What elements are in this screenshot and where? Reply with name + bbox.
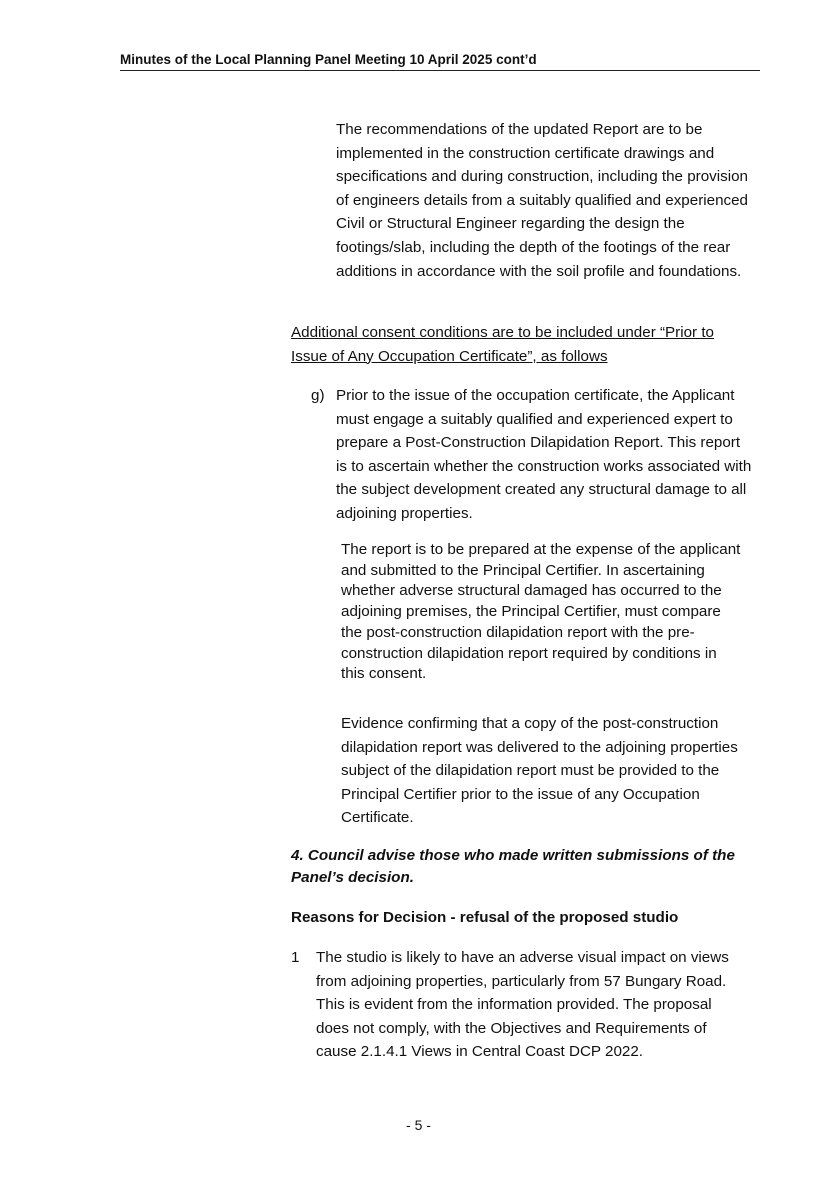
additional-conditions-heading: Additional consent conditions are to be included under “Prior to Issue of Any Occupation Certificate”, as follows (291, 324, 714, 365)
reason-1-text: The studio is likely to have an adverse visual impact on views from adjoining properties, particularly from 57 Bungary Road. This is evident from the information provided. The proposal does not comply, with the Objectives and Requirements of cause 2.1.4.1 Views in Central Coast DCP 2022. (316, 949, 729, 1061)
council-advise-item: 4. Council advise those who made written submissions of the Panel’s decision. (291, 847, 735, 886)
page-number: - 5 - (406, 1117, 431, 1133)
report-expense-paragraph: The report is to be prepared at the expense of the applicant and submitted to the Principal Certifier. In ascertaining whether adverse structural damaged has occurred to the adjoining premises, the Principal Certifier, must compare the post-construction dilapidation report with the pre- construction dilapidation report required by conditions in this consent. (341, 541, 741, 683)
reasons-heading: Reasons for Decision - refusal of the proposed studio (291, 909, 679, 926)
item-g-text: Prior to the issue of the occupation certificate, the Applicant must engage a suitably qualified and experienced expert to prepare a Post-Construction Dilapidation Report. This report is to ascertain whether the construction works associated with the subject development created any structural damage to all adjoining properties. (336, 387, 752, 522)
reason-1-label: 1 (291, 949, 300, 966)
evidence-paragraph: Evidence confirming that a copy of the post-construction dilapidation report was delivered to the adjoining properties subject of the dilapidation report must be provided to the Principal Certifier prior to the issue of any Occupation Certificate. (341, 715, 738, 827)
document-header: Minutes of the Local Planning Panel Meeting 10 April 2025 cont’d (120, 52, 760, 71)
recommendations-paragraph: The recommendations of the updated Report are to be implemented in the construction certificate drawings and specifications and during construction, including the provision of engineers details from a suitably qualified and experienced Civil or Structural Engineer regarding the design the footings/slab, including the depth of the footings of the rear additions in accordance with the soil profile and foundations. (336, 121, 749, 280)
item-g-label: g) (311, 387, 325, 404)
